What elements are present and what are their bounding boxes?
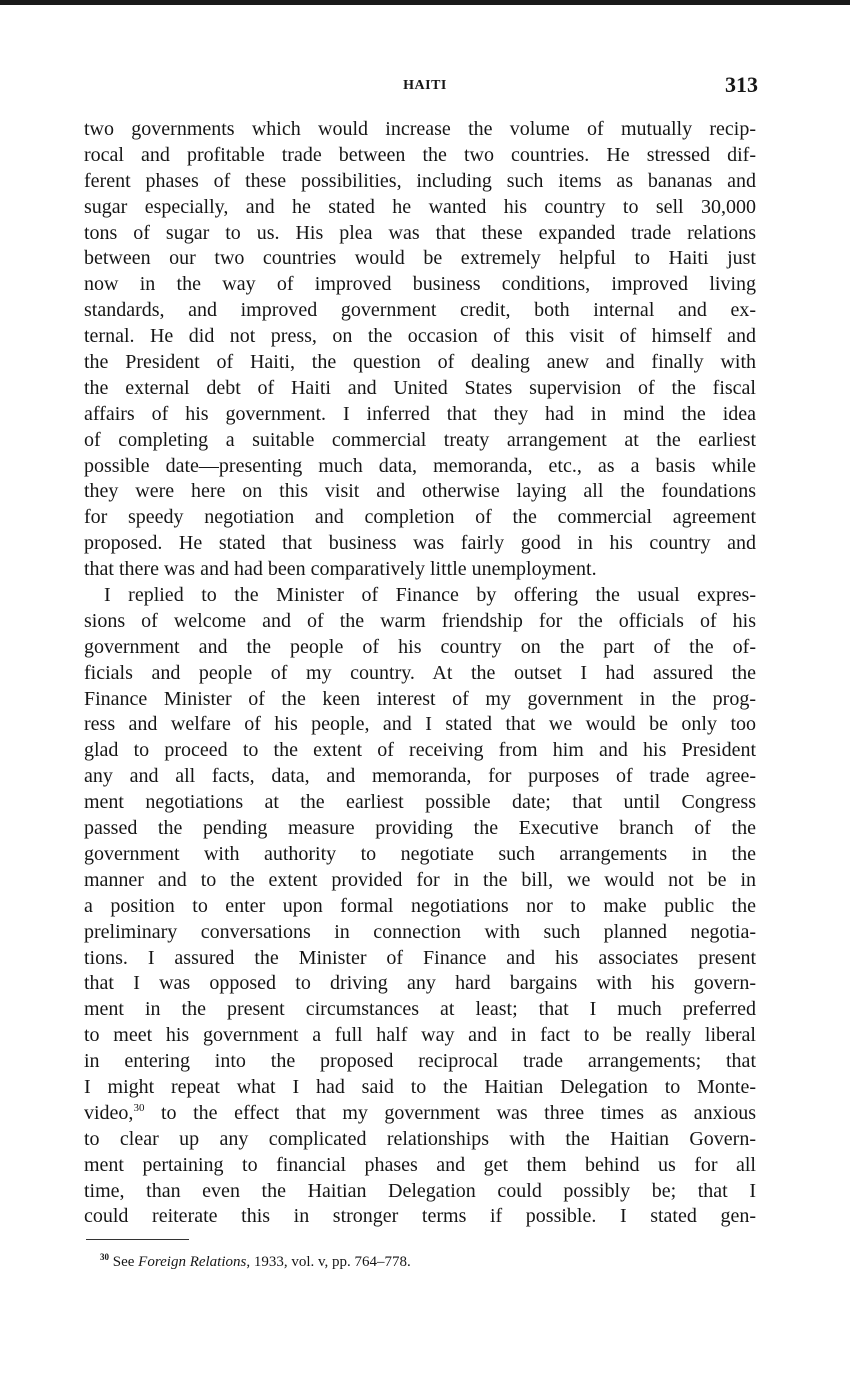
text-fragment: to the effect that my government was three times as anxious	[144, 1101, 756, 1124]
text-line: for speedy negotiation and completion of the commercial agreement	[84, 506, 756, 529]
text-line: government and the people of his country on the part of the of-	[84, 635, 756, 658]
text-line: sions of welcome and of the warm friendship for the officials of his	[84, 609, 756, 632]
text-line: ficials and people of my country. At the outset I had assured the	[84, 661, 756, 684]
text-line: glad to proceed to the extent of receiving from him and his President	[84, 739, 756, 762]
text-line: ferent phases of these possibilities, including such items as bananas and	[84, 169, 756, 192]
footnote-divider	[86, 1239, 189, 1240]
text-line: manner and to the extent provided for in the bill, we would not be in	[84, 868, 756, 891]
text-line: that I was opposed to driving any hard bargains with his govern-	[84, 972, 756, 995]
text-line: now in the way of improved business conditions, improved living	[84, 273, 756, 296]
top-border-rule	[0, 0, 850, 5]
text-line: sugar especially, and he stated he wanted his country to sell 30,000	[84, 195, 756, 218]
text-line: rocal and profitable trade between the two countries. He stressed dif-	[84, 143, 756, 166]
body-text	[84, 117, 756, 1230]
text-line: standards, and improved government credit, both internal and ex-	[84, 299, 756, 322]
text-line: I might repeat what I had said to the Haitian Delegation to Monte-	[84, 1075, 756, 1098]
text-line: tons of sugar to us. His plea was that these expanded trade relations	[84, 221, 756, 244]
text-fragment: video,	[84, 1101, 134, 1124]
text-line: two governments which would increase the volume of mutually recip-	[84, 118, 756, 140]
text-line: could reiterate this in stronger terms if possible. I stated gen-	[84, 1205, 756, 1228]
text-line: of completing a suitable commercial treaty arrangement at the earliest	[84, 428, 756, 451]
text-line: affairs of his government. I inferred that they had in mind the idea	[84, 402, 756, 425]
text-line: possible date—presenting much data, memoranda, etc., as a basis while	[84, 454, 756, 477]
footnote-reference: 30	[133, 1101, 145, 1114]
text-line: the external debt of Haiti and United States supervision of the fiscal	[84, 376, 756, 399]
text-line: the President of Haiti, the question of dealing anew and finally with	[84, 351, 756, 374]
footnote-prefix: See	[109, 1254, 139, 1270]
footnote-mark: 30	[100, 1252, 109, 1262]
text-line: a position to enter upon formal negotiations nor to make public the	[84, 894, 756, 917]
text-line: passed the pending measure providing the Executive branch of the	[84, 817, 756, 840]
text-line: between our two countries would be extremely helpful to Haiti just	[84, 247, 756, 270]
text-line: ment negotiations at the earliest possible date; that until Congress	[84, 791, 756, 814]
text-line: that there was and had been comparatively little unemployment.	[84, 558, 597, 581]
text-line: government with authority to negotiate such arrangements in the	[84, 842, 756, 865]
text-line: in entering into the proposed reciprocal trade arrangements; that	[84, 1050, 756, 1073]
text-line: time, than even the Haitian Delegation could possibly be; that I	[84, 1179, 756, 1202]
text-line: ternal. He did not press, on the occasion of this visit of himself and	[84, 325, 756, 348]
text-line: ment in the present circumstances at least; that I much preferred	[84, 998, 756, 1021]
page-number: 313	[725, 72, 758, 97]
text-line: preliminary conversations in connection with such planned negotia-	[84, 920, 756, 943]
running-title: HAITI	[403, 78, 447, 93]
text-line: Finance Minister of the keen interest of my government in the prog-	[84, 687, 756, 710]
footnote-suffix: , 1933, vol. v, pp. 764–778.	[246, 1254, 411, 1270]
text-line: I replied to the Minister of Finance by offering the usual expres-	[104, 584, 756, 607]
text-line: proposed. He stated that business was fairly good in his country and	[84, 532, 756, 555]
footnote-source-title: Foreign Relations	[138, 1254, 247, 1270]
text-line-with-footnote-ref	[84, 1101, 756, 1127]
text-line: they were here on this visit and otherwise laying all the foundations	[84, 480, 756, 503]
text-line: ment pertaining to financial phases and get them behind us for all	[84, 1153, 756, 1176]
text-line: to clear up any complicated relationships with the Haitian Govern-	[84, 1127, 756, 1150]
text-line: tions. I assured the Minister of Finance and his associates present	[84, 946, 756, 969]
text-line: any and all facts, data, and memoranda, for purposes of trade agree-	[84, 765, 756, 788]
footnote	[100, 1254, 411, 1271]
text-line: ress and welfare of his people, and I stated that we would be only too	[84, 713, 756, 736]
text-line: to meet his government a full half way and in fact to be really liberal	[84, 1024, 756, 1047]
